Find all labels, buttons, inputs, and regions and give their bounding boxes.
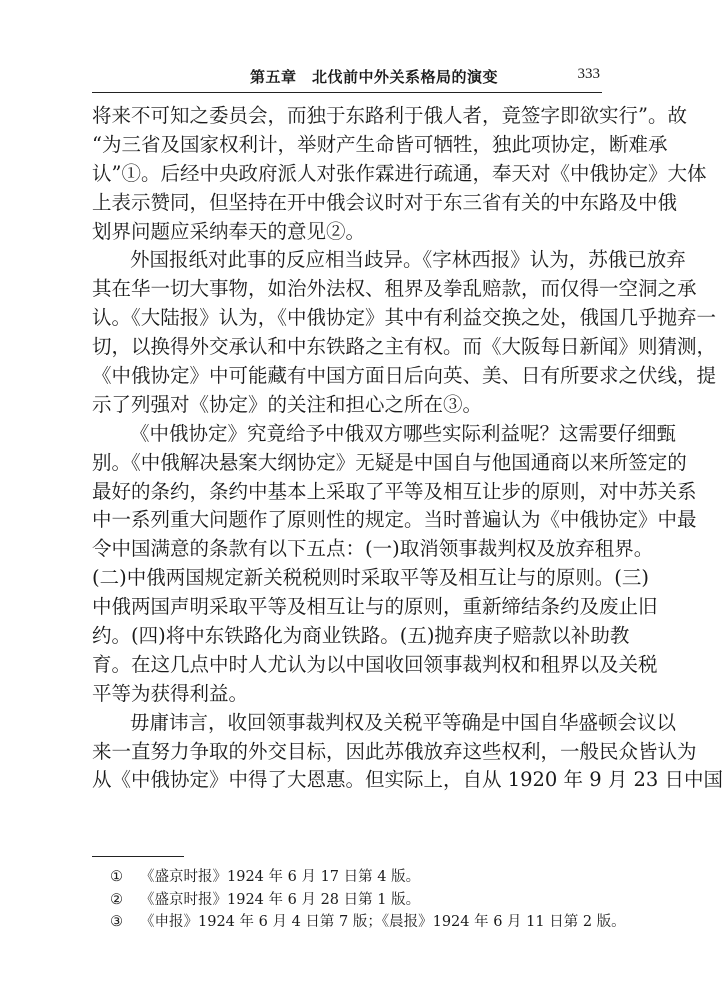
footnote-marker: ③ — [110, 914, 123, 930]
footnote-marker: ① — [110, 869, 123, 885]
body-text — [92, 102, 723, 795]
footnote-text: 《盛京时报》1924 年 6 月 28 日第 1 版。 — [140, 891, 421, 908]
text-line: 划界问题应采纳奉天的意见②。 — [92, 219, 366, 243]
page-number: 333 — [577, 66, 600, 82]
footnote — [110, 911, 626, 934]
text-line: 别。《中俄解决悬案大纲协定》无疑是中国自与他国通商以来所签定的 — [92, 450, 687, 474]
running-header — [92, 60, 602, 93]
text-line: 中俄两国声明采取平等及相互让与的原则，重新缔结条约及废止旧 — [92, 595, 658, 619]
text-line: 育。在这几点中时人尤认为以中国收回领事裁判权和租界以及关税 — [92, 652, 658, 676]
text-line: 认”①。后经中央政府派人对张作霖进行疏通，奉天对《中俄协定》大体 — [92, 161, 707, 185]
text-line: 平等为获得利益。 — [92, 681, 249, 705]
text-line: 令中国满意的条款有以下五点：(一)取消领事裁判权及放弃租界。 — [92, 537, 654, 561]
text-line: 中一系列重大问题作了原则性的规定。当时普遍认为《中俄协定》中最 — [92, 508, 697, 532]
text-line: “为三省及国家权利计，举财产生命皆可牺牲，独此项协定，断难承 — [92, 132, 668, 156]
text-line: 来一直努力争取的外交目标，因此苏俄放弃这些权利，一般民众皆认为 — [92, 739, 697, 763]
footnote — [110, 889, 600, 912]
text-line: 认。《大陆报》认为，《中俄协定》其中有利益交换之处，俄国几乎抛弃一 — [92, 306, 717, 330]
text-line: (二)中俄两国规定新关税税则时采取平等及相互让与的原则。(三) — [92, 566, 649, 590]
footnotes — [110, 866, 626, 934]
text-line: 外国报纸对此事的反应相当歧异。《字林西报》认为，苏俄已放弃 — [130, 248, 686, 272]
text-line: 其在华一切大事物，如治外法权、租界及拳乱赔款，而仅得一空洞之承 — [92, 277, 697, 301]
chapter-title: 第五章 北伐前中外关系格局的演变 — [250, 68, 499, 86]
text-line: 切，以换得外交承认和中东铁路之主有权。而《大阪每日新闻》则猜测， — [92, 335, 717, 359]
footnote-text: 《盛京时报》1924 年 6 月 17 日第 4 版。 — [140, 869, 421, 885]
text-line: 将来不可知之委员会，而独于东路利于俄人者，竟签字即欲实行”。故 — [92, 104, 687, 127]
text-line: 《中俄协定》究竟给予中俄双方哪些实际利益呢？这需要仔细甄 — [130, 421, 677, 445]
text-line: 最好的条约，条约中基本上采取了平等及相互让步的原则，对中苏关系 — [92, 479, 697, 503]
footnote-divider — [92, 856, 184, 857]
text-line: 上表示赞同，但坚持在开中俄会议时对于东三省有关的中东路及中俄 — [92, 190, 678, 214]
footnote-text: 《申报》1924 年 6 月 4 日第 7 版；《晨报》1924 年 6 月 11 日第 2 版。 — [140, 914, 626, 930]
text-line: 毋庸讳言，收回领事裁判权及关税平等确是中国自华盛顿会议以 — [130, 710, 677, 734]
footnote — [110, 866, 600, 889]
footnote-marker: ② — [110, 891, 123, 908]
text-line: 从《中俄协定》中得了大恩惠。但实际上，自从 1920 年 9 月 23 日中国 — [92, 768, 723, 792]
text-line: 示了列强对《协定》的关注和担心之所在③。 — [92, 392, 483, 416]
text-line: 《中俄协定》中可能藏有中国方面日后向英、美、日有所要求之伏线，提 — [92, 364, 717, 388]
text-line: 约。(四)将中东铁路化为商业铁路。(五)抛弃庚子赔款以补助教 — [92, 624, 630, 648]
